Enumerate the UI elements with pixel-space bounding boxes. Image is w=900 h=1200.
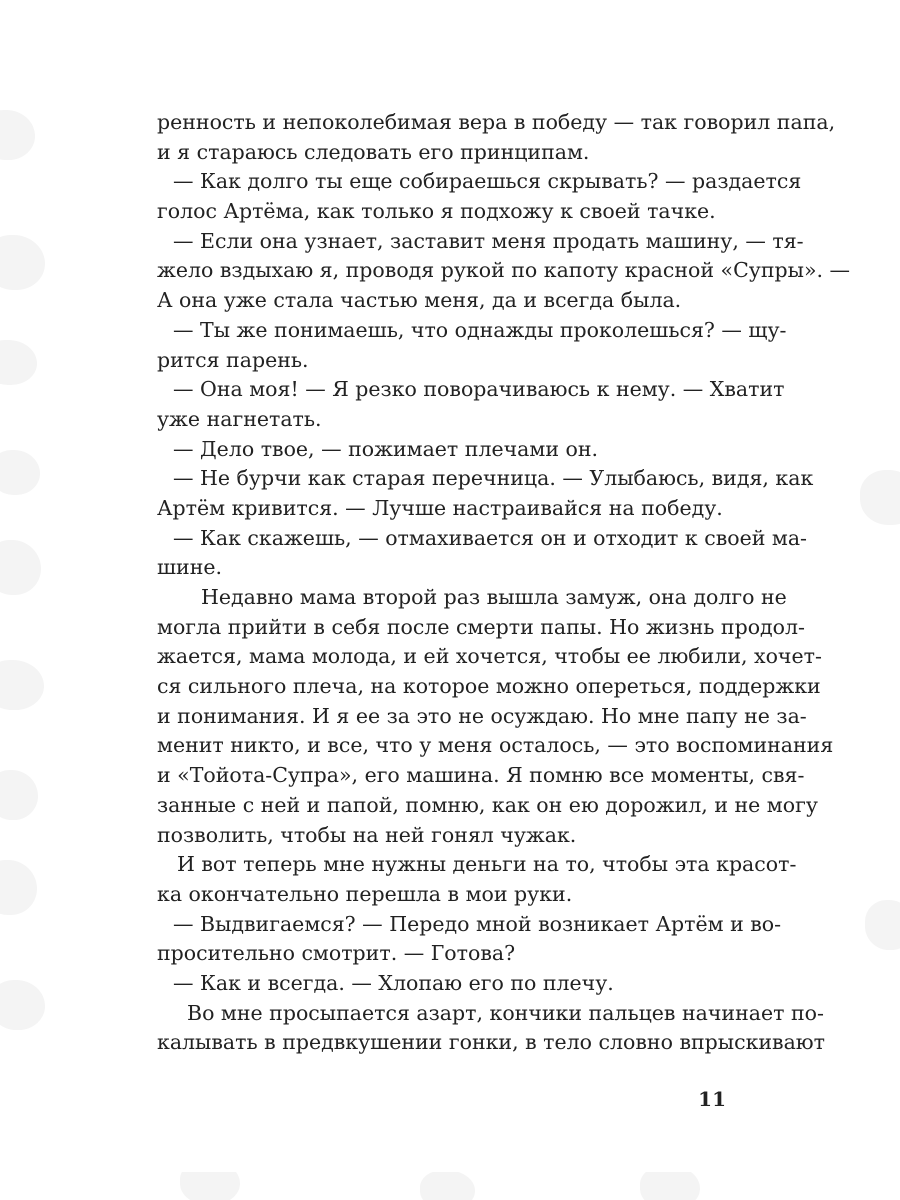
text-line: и понимания. И я ее за это не осуждаю. Но мне папу не за- (157, 703, 807, 728)
background-blob (0, 235, 45, 290)
text-line: — Ты же понимаешь, что однажды проколешься? — щу- (173, 317, 787, 342)
text-line: шине. (157, 555, 223, 580)
text-line: калывать в предвкушении гонки, в тело словно впрыскивают (157, 1030, 825, 1055)
text-line: просительно смотрит. — Готова? (157, 941, 516, 966)
page-number: 11 (698, 1087, 726, 1111)
text-line: жается, мама молода, и ей хочется, чтобы ее любили, хочет- (157, 644, 822, 669)
text-line: ренность и непоколебимая вера в победу — так говорил папа, (157, 110, 836, 134)
text-line: голос Артёма, как только я подхожу к своей тачке. (157, 199, 716, 224)
text-line: И вот теперь мне нужны деньги на то, чтобы эта красот- (177, 852, 797, 877)
text-line: занные с ней и папой, помню, как он ею дорожил, и не могу (157, 792, 818, 817)
text-line: — Выдвигаемся? — Передо мной возникает Артём и во- (173, 911, 782, 936)
text-line: менит никто, и все, что у меня осталось, — это воспоминания (157, 733, 834, 758)
text-line: позволить, чтобы на ней гонял чужак. (157, 822, 577, 847)
background-blob (0, 450, 40, 495)
background-blob (0, 770, 38, 820)
background-blob (0, 980, 45, 1030)
text-line: — Как долго ты еще собираешься скрывать? — раздается (173, 169, 802, 194)
text-line: А она уже стала частью меня, да и всегда была. (157, 288, 682, 313)
text-line: и «Тойота-Супра», его машина. Я помню все моменты, свя- (157, 763, 805, 788)
text-line: Во мне просыпается азарт, кончики пальцев начинает по- (187, 1000, 824, 1025)
text-line: могла прийти в себя после смерти папы. Но жизнь продол- (157, 614, 805, 639)
background-blob (0, 860, 37, 915)
text-line: рится парень. (157, 347, 309, 372)
background-blob (0, 340, 37, 385)
text-line: ся сильного плеча, на которое можно опереться, поддержки (157, 674, 821, 699)
background-blob (420, 1170, 475, 1200)
text-line: жело вздыхаю я, проводя рукой по капоту красной «Супры». — (157, 258, 851, 283)
text-line: Недавно мама второй раз вышла замуж, она долго не (201, 585, 787, 609)
text-line: — Не бурчи как старая перечница. — Улыбаюсь, видя, как (173, 466, 814, 491)
text-line: Артём кривится. — Лучше настраивайся на победу. (157, 495, 723, 520)
background-blob (0, 110, 35, 160)
text-line: — Дело твое, — пожимает плечами он. (173, 436, 599, 461)
text-line: — Как и всегда. — Хлопаю его по плечу. (173, 970, 614, 995)
background-blob (0, 660, 44, 710)
text-line: и я стараюсь следовать его принципам. (157, 139, 590, 164)
text-line: — Если она узнает, заставит меня продать машину, — тя- (173, 228, 804, 253)
text-line: — Как скажешь, — отмахивается он и отходит к своей ма- (173, 525, 807, 550)
text-line: уже нагнетать. (157, 406, 322, 431)
background-blob (865, 900, 900, 950)
background-blob (860, 470, 900, 525)
body-text (157, 108, 851, 1058)
text-line: ка окончательно перешла в мои руки. (157, 881, 573, 906)
text-line: — Она моя! — Я резко поворачиваюсь к нему. — Хватит (173, 377, 785, 402)
background-blob (0, 540, 41, 595)
